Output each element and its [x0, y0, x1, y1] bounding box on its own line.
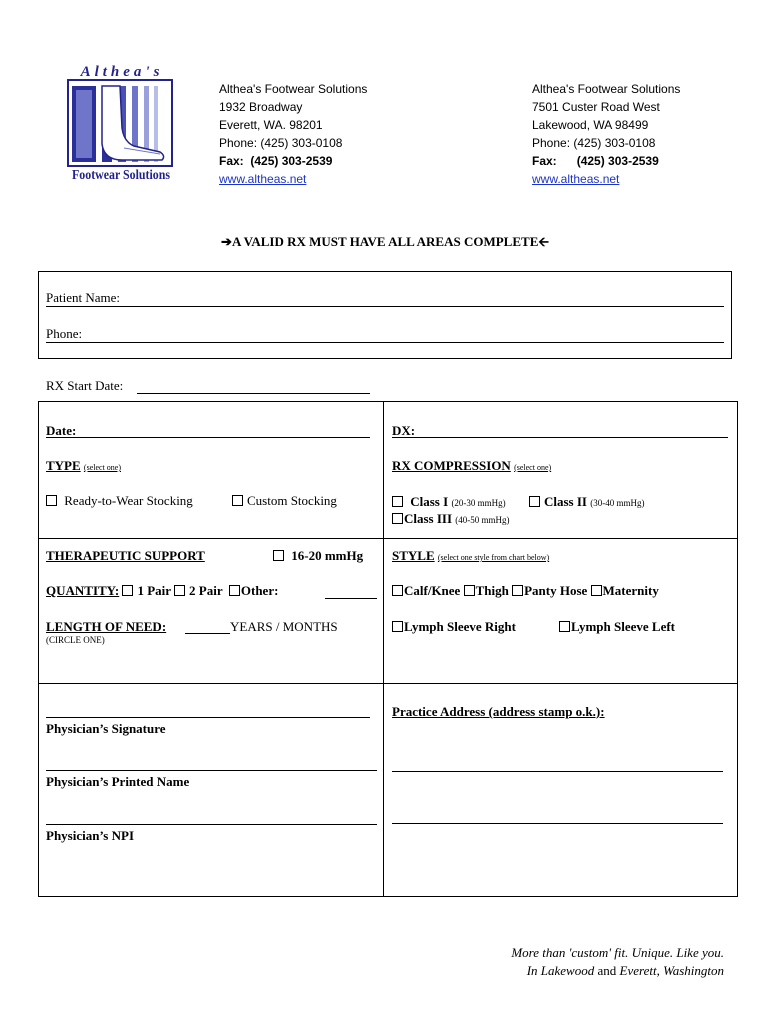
- checkbox[interactable]: [122, 585, 133, 596]
- qty-other-field[interactable]: [325, 598, 377, 599]
- compression-class2[interactable]: Class II (30-40 mmHg): [529, 494, 645, 510]
- physician-printed-name-label: Physician’s Printed Name: [46, 774, 190, 789]
- section-divider: [38, 683, 738, 684]
- physician-printed-name-field[interactable]: [46, 770, 377, 771]
- logo-title: Althea's: [80, 64, 164, 80]
- physician-signature-field[interactable]: [46, 717, 370, 718]
- style-note: (select one style from chart below): [437, 553, 550, 562]
- location-city: Lakewood, WA 98499: [532, 118, 649, 132]
- fax-number: (425) 303-2539: [576, 154, 659, 168]
- checkbox[interactable]: [591, 585, 602, 596]
- checkbox[interactable]: [392, 496, 403, 507]
- practice-address-line-2[interactable]: [392, 823, 723, 824]
- location-name: Althea's Footwear Solutions: [532, 82, 681, 96]
- qty-other[interactable]: Other:: [226, 583, 279, 598]
- company-logo: [62, 64, 180, 190]
- length-field[interactable]: [185, 633, 230, 634]
- dx-field[interactable]: [392, 437, 728, 438]
- style-options: [392, 583, 659, 599]
- date-field[interactable]: [46, 437, 370, 438]
- row-divider: [38, 538, 738, 539]
- website-link[interactable]: www.altheas.net: [532, 172, 620, 186]
- lymph-right-option[interactable]: Lymph Sleeve Right: [392, 619, 516, 635]
- length-note: (CIRCLE ONE): [46, 635, 105, 645]
- checkbox[interactable]: [529, 496, 540, 507]
- compression-label: RX COMPRESSION: [392, 458, 511, 473]
- style-thigh[interactable]: Thigh: [464, 583, 509, 598]
- location-name: Althea's Footwear Solutions: [219, 82, 368, 96]
- location-phone: Phone: (425) 303-0108: [532, 136, 656, 150]
- logo-subtitle: Footwear Solutions: [72, 168, 170, 183]
- practice-address-label: Practice Address (address stamp o.k.):: [392, 704, 605, 719]
- rx-start-label: RX Start Date:: [46, 378, 124, 393]
- tagline: More than 'custom' fit. Unique. Like you.: [511, 945, 724, 960]
- therapeutic-option[interactable]: 16-20 mmHg: [273, 548, 363, 564]
- location-fax-line: [219, 152, 367, 170]
- length-units[interactable]: YEARS / MONTHS: [230, 619, 338, 634]
- checkbox[interactable]: [229, 585, 240, 596]
- style-maternity[interactable]: Maternity: [591, 583, 659, 598]
- length-label: LENGTH OF NEED:: [46, 619, 167, 634]
- checkbox[interactable]: [559, 621, 570, 632]
- type-heading: [46, 458, 121, 474]
- checkbox[interactable]: [273, 550, 284, 561]
- type-option-ready[interactable]: Ready-to-Wear Stocking: [46, 493, 193, 509]
- location-city: Everett, WA. 98201: [219, 118, 323, 132]
- fax-label: Fax:: [219, 154, 244, 168]
- location-street: 1932 Broadway: [219, 100, 303, 114]
- style-heading: [392, 548, 549, 564]
- checkbox[interactable]: [392, 513, 403, 524]
- website-link[interactable]: www.altheas.net: [219, 172, 307, 186]
- fax-label: Fax:: [532, 154, 557, 168]
- qty-1-pair[interactable]: 1 Pair: [122, 583, 170, 598]
- patient-box: [38, 271, 732, 359]
- physician-signature-label: Physician’s Signature: [46, 721, 166, 736]
- therapeutic-label: THERAPEUTIC SUPPORT: [46, 548, 205, 563]
- compression-note: (select one): [514, 463, 552, 472]
- type-option-custom[interactable]: Custom Stocking: [232, 493, 337, 509]
- address-everett: [219, 80, 367, 188]
- patient-name-label: Patient Name:: [46, 290, 121, 305]
- location-street: 7501 Custer Road West: [532, 100, 660, 114]
- location-fax-line: [532, 152, 680, 170]
- location-phone: Phone: (425) 303-0108: [219, 136, 343, 150]
- fax-number: (425) 303-2539: [250, 154, 333, 168]
- checkbox[interactable]: [392, 621, 403, 632]
- checkbox[interactable]: [174, 585, 185, 596]
- physician-npi-field[interactable]: [46, 824, 377, 825]
- dx-label: DX:: [392, 423, 416, 438]
- quantity-row: [46, 583, 278, 599]
- patient-phone-field[interactable]: [46, 342, 724, 343]
- date-label: Date:: [46, 423, 77, 438]
- address-lakewood: [532, 80, 680, 188]
- rx-start-field[interactable]: [137, 393, 370, 394]
- rx-requirement-banner: ➔A VALID RX MUST HAVE ALL AREAS COMPLETE🡨: [221, 234, 549, 249]
- column-divider: [383, 401, 384, 897]
- compression-class3[interactable]: Class III (40-50 mmHg): [392, 511, 510, 527]
- patient-phone-label: Phone:: [46, 326, 83, 341]
- lymph-left-option[interactable]: Lymph Sleeve Left: [559, 619, 675, 635]
- checkbox[interactable]: [46, 495, 57, 506]
- checkbox[interactable]: [512, 585, 523, 596]
- physician-npi-label: Physician’s NPI: [46, 828, 134, 843]
- compression-class1[interactable]: Class I (20-30 mmHg): [392, 494, 506, 510]
- quantity-label: QUANTITY:: [46, 583, 120, 598]
- type-note: (select one): [83, 463, 122, 472]
- checkbox[interactable]: [392, 585, 403, 596]
- style-panty-hose[interactable]: Panty Hose: [512, 583, 587, 598]
- practice-address-line-1[interactable]: [392, 771, 723, 772]
- style-calf-knee[interactable]: Calf/Knee: [392, 583, 460, 598]
- style-label: STYLE: [392, 548, 435, 563]
- qty-2-pair[interactable]: 2 Pair: [174, 583, 222, 598]
- locations-line: In Lakewood and Everett, Washington: [526, 963, 724, 978]
- compression-heading: [392, 458, 551, 474]
- checkbox[interactable]: [464, 585, 475, 596]
- checkbox[interactable]: [232, 495, 243, 506]
- patient-name-field[interactable]: [46, 306, 724, 307]
- type-label: TYPE: [46, 458, 81, 473]
